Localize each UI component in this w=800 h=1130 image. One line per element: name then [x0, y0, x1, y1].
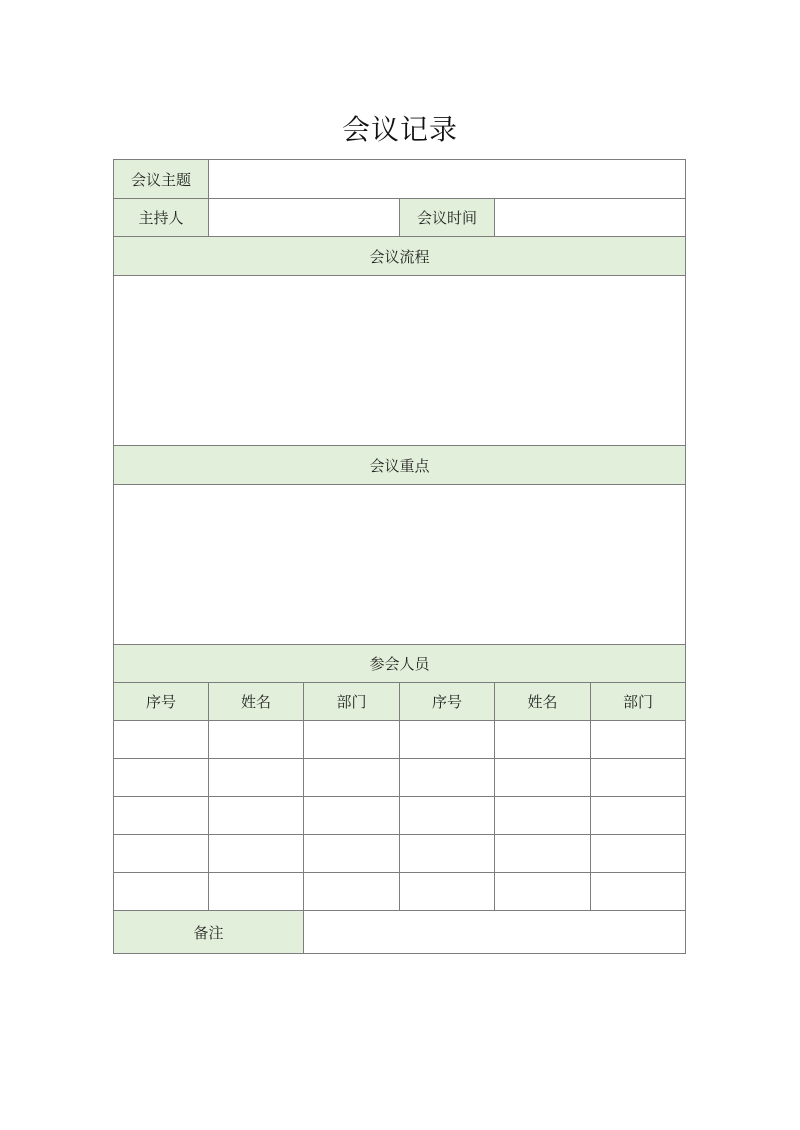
remarks-field[interactable]	[304, 911, 686, 954]
host-time-row	[114, 199, 686, 237]
attendee-cell[interactable]	[495, 797, 591, 835]
column-header-seq: 序号	[114, 683, 209, 721]
keypoints-body-row	[114, 485, 686, 645]
attendee-cell[interactable]	[304, 797, 400, 835]
attendee-cell[interactable]	[591, 873, 686, 911]
attendee-cell[interactable]	[495, 835, 591, 873]
attendee-cell[interactable]	[304, 873, 400, 911]
topic-label: 会议主题	[114, 160, 209, 199]
attendee-cell[interactable]	[400, 873, 495, 911]
attendee-cell[interactable]	[209, 835, 304, 873]
attendee-cell[interactable]	[591, 797, 686, 835]
attendee-cell[interactable]	[209, 759, 304, 797]
attendee-cell[interactable]	[209, 721, 304, 759]
table-row	[114, 873, 686, 911]
attendee-cell[interactable]	[591, 759, 686, 797]
attendee-cell[interactable]	[400, 721, 495, 759]
attendee-cell[interactable]	[400, 835, 495, 873]
time-label: 会议时间	[400, 199, 495, 237]
attendee-cell[interactable]	[114, 873, 209, 911]
attendee-cell[interactable]	[591, 835, 686, 873]
process-label: 会议流程	[114, 237, 686, 276]
page-title: 会议记录	[341, 113, 458, 146]
process-header-row	[114, 237, 686, 276]
table-row	[114, 759, 686, 797]
attendee-cell[interactable]	[400, 797, 495, 835]
attendee-cell[interactable]	[304, 759, 400, 797]
attendee-cell[interactable]	[114, 759, 209, 797]
attendee-cell[interactable]	[114, 721, 209, 759]
attendee-cell[interactable]	[591, 721, 686, 759]
time-field[interactable]	[495, 199, 686, 237]
column-header-name: 姓名	[495, 683, 591, 721]
attendees-header-row	[114, 645, 686, 683]
attendee-cell[interactable]	[400, 759, 495, 797]
attendee-cell[interactable]	[495, 759, 591, 797]
table-row	[114, 721, 686, 759]
remarks-row	[114, 911, 686, 954]
topic-field[interactable]	[209, 160, 686, 199]
attendee-cell[interactable]	[209, 797, 304, 835]
keypoints-label: 会议重点	[114, 446, 686, 485]
column-header-seq: 序号	[400, 683, 495, 721]
table-row	[114, 835, 686, 873]
column-header-dept: 部门	[591, 683, 686, 721]
process-field[interactable]	[114, 276, 686, 446]
attendee-cell[interactable]	[495, 873, 591, 911]
process-body-row	[114, 276, 686, 446]
attendee-cell[interactable]	[114, 835, 209, 873]
table-row	[114, 797, 686, 835]
attendees-label: 参会人员	[114, 645, 686, 683]
attendee-cell[interactable]	[304, 721, 400, 759]
attendee-cell[interactable]	[304, 835, 400, 873]
attendee-cell[interactable]	[495, 721, 591, 759]
host-field[interactable]	[209, 199, 400, 237]
attendees-columns-row	[114, 683, 686, 721]
host-label: 主持人	[114, 199, 209, 237]
meeting-record-form	[113, 159, 686, 954]
remarks-label: 备注	[114, 911, 304, 954]
column-header-name: 姓名	[209, 683, 304, 721]
topic-row	[114, 160, 686, 199]
column-header-dept: 部门	[304, 683, 400, 721]
attendee-cell[interactable]	[114, 797, 209, 835]
keypoints-header-row	[114, 446, 686, 485]
attendee-cell[interactable]	[209, 873, 304, 911]
keypoints-field[interactable]	[114, 485, 686, 645]
